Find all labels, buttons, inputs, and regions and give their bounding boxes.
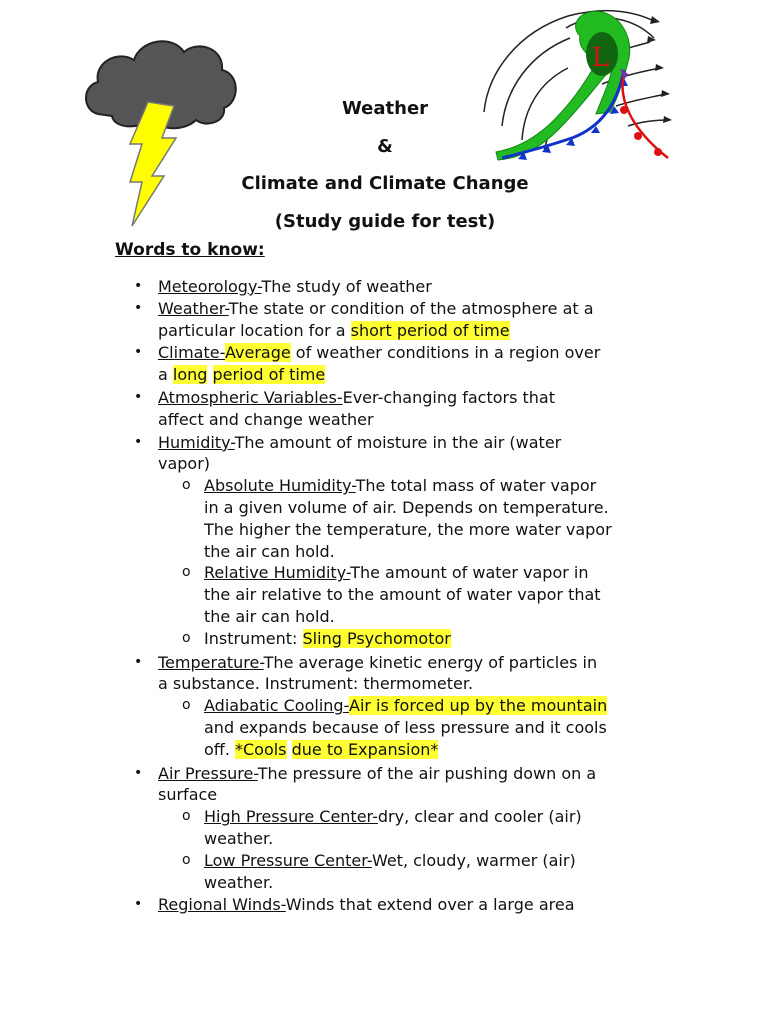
item-line [158,298,768,320]
item-line [158,894,768,916]
bullet-marker: • [134,299,143,316]
term-label: Weather- [158,298,229,318]
definition-text: a [158,365,173,385]
item-line [158,763,768,785]
item-line [204,806,768,828]
list-item [0,387,768,431]
item-line [158,342,768,364]
bullet-marker: • [134,653,143,670]
list-item [0,628,768,650]
item-line [158,364,768,386]
sub-bullet-marker: o [182,564,191,581]
definition-text [287,740,292,759]
term-label: Adiabatic Cooling- [204,696,349,716]
term-label: Low Pressure Center- [204,850,372,870]
definition-text: The pressure of the air pushing down on a [257,763,597,783]
sub-bullet-marker: o [182,697,191,714]
item-line [204,628,768,650]
term-label: Climate- [158,343,225,363]
term-label: High Pressure Center- [204,807,378,827]
bullet-marker: • [134,764,143,781]
definition-text: The study of weather [261,277,432,296]
item-line [204,584,768,606]
list-item [0,695,768,760]
list-item [0,342,768,386]
definition-text: of weather conditions in a region over [290,343,601,363]
item-line [204,541,768,563]
term-label: Humidity- [158,432,235,452]
item-line [204,519,768,541]
definition-text: dry, clear and cooler (air) [377,807,582,827]
vocabulary-list [0,276,768,916]
item-line [158,276,768,298]
definition-text: off. [204,739,235,759]
list-item [0,763,768,807]
item-line [204,562,768,584]
item-line [204,872,768,894]
definition-text: particular location for a [158,320,351,340]
item-line [158,784,768,806]
item-line [204,475,768,497]
highlighted-text: *Cools [234,739,287,759]
highlighted-text: long [172,365,208,385]
list-item [0,298,768,342]
term-label: Regional Winds- [158,895,286,915]
title-line-2: & [377,135,393,157]
definition-text: vapor) [158,454,211,474]
bullet-marker: • [134,344,143,361]
term-label: Air Pressure- [158,763,258,783]
definition-text: The average kinetic energy of particles in [263,652,598,672]
highlighted-text: Air is forced up by the mountain [349,696,608,716]
definition-text: a substance. Instrument: thermometer. [158,674,474,694]
item-line [158,432,768,454]
definition-text: Wet, cloudy, warmer (air) [371,850,576,870]
sub-bullet-marker: o [182,851,191,868]
definition-text: affect and change weather [158,409,374,429]
definition-text: The state or condition of the atmosphere at a [228,298,594,318]
bullet-marker: • [134,433,143,450]
highlighted-text: due to Expansion* [291,739,439,759]
list-item [0,894,768,916]
item-line [204,850,768,872]
list-item [0,850,768,894]
definition-text: the air can hold. [204,606,335,626]
list-item [0,806,768,850]
definition-text: Instrument: [204,628,303,648]
definition-text: weather. [204,828,274,848]
highlighted-text: Sling Psychomotor [302,628,451,648]
definition-text: and expands because of less pressure and it cools [204,717,607,737]
section-heading: Words to know: [115,240,265,260]
highlighted-text: short period of time [350,320,510,340]
item-line [204,695,768,717]
term-label: Atmospheric Variables- [158,387,343,407]
definition-text: surface [158,785,218,805]
definition-text: Winds that extend over a large area [285,895,575,915]
list-item [0,276,768,298]
sub-bullet-marker: o [182,808,191,825]
title-line-1: Weather [341,98,429,119]
term-label: Relative Humidity- [204,563,351,583]
definition-text: the air can hold. [204,541,335,561]
item-line [158,652,768,674]
title-line-4: (Study guide for test) [274,210,496,232]
bullet-marker: • [134,388,143,405]
list-item [0,562,768,627]
definition-text: Ever-changing factors that [342,387,555,407]
highlighted-text: period of time [212,365,326,385]
item-line [158,409,768,431]
term-label: Meteorology- [158,277,262,296]
definition-text: The total mass of water vapor [355,476,597,496]
definition-text: The amount of water vapor in [350,563,589,583]
item-line [204,828,768,850]
item-line [204,606,768,628]
list-item [0,432,768,476]
term-label: Absolute Humidity- [204,476,356,496]
item-line [158,320,768,342]
bullet-marker: • [134,896,143,913]
list-item [0,652,768,696]
definition-text [207,365,212,384]
document-title [180,90,590,240]
definition-text: The amount of moisture in the air (water [234,432,562,452]
definition-text: in a given volume of air. Depends on temperature. [204,497,609,517]
title-line-3: Climate and Climate Change [241,173,529,194]
definition-text: weather. [204,872,274,892]
term-label: Temperature- [158,652,264,672]
item-line [204,717,768,739]
item-line [204,497,768,519]
item-line [158,387,768,409]
low-pressure-label: L [592,43,610,73]
item-line [158,453,768,475]
definition-text: The higher the temperature, the more water vapor [204,519,612,539]
sub-bullet-marker: o [182,477,191,494]
item-line [158,673,768,695]
highlighted-text: Average [225,343,291,363]
list-item [0,475,768,562]
sub-bullet-marker: o [182,629,191,646]
definition-text: the air relative to the amount of water vapor that [204,585,601,605]
bullet-marker: • [134,278,143,294]
item-line [204,739,768,761]
